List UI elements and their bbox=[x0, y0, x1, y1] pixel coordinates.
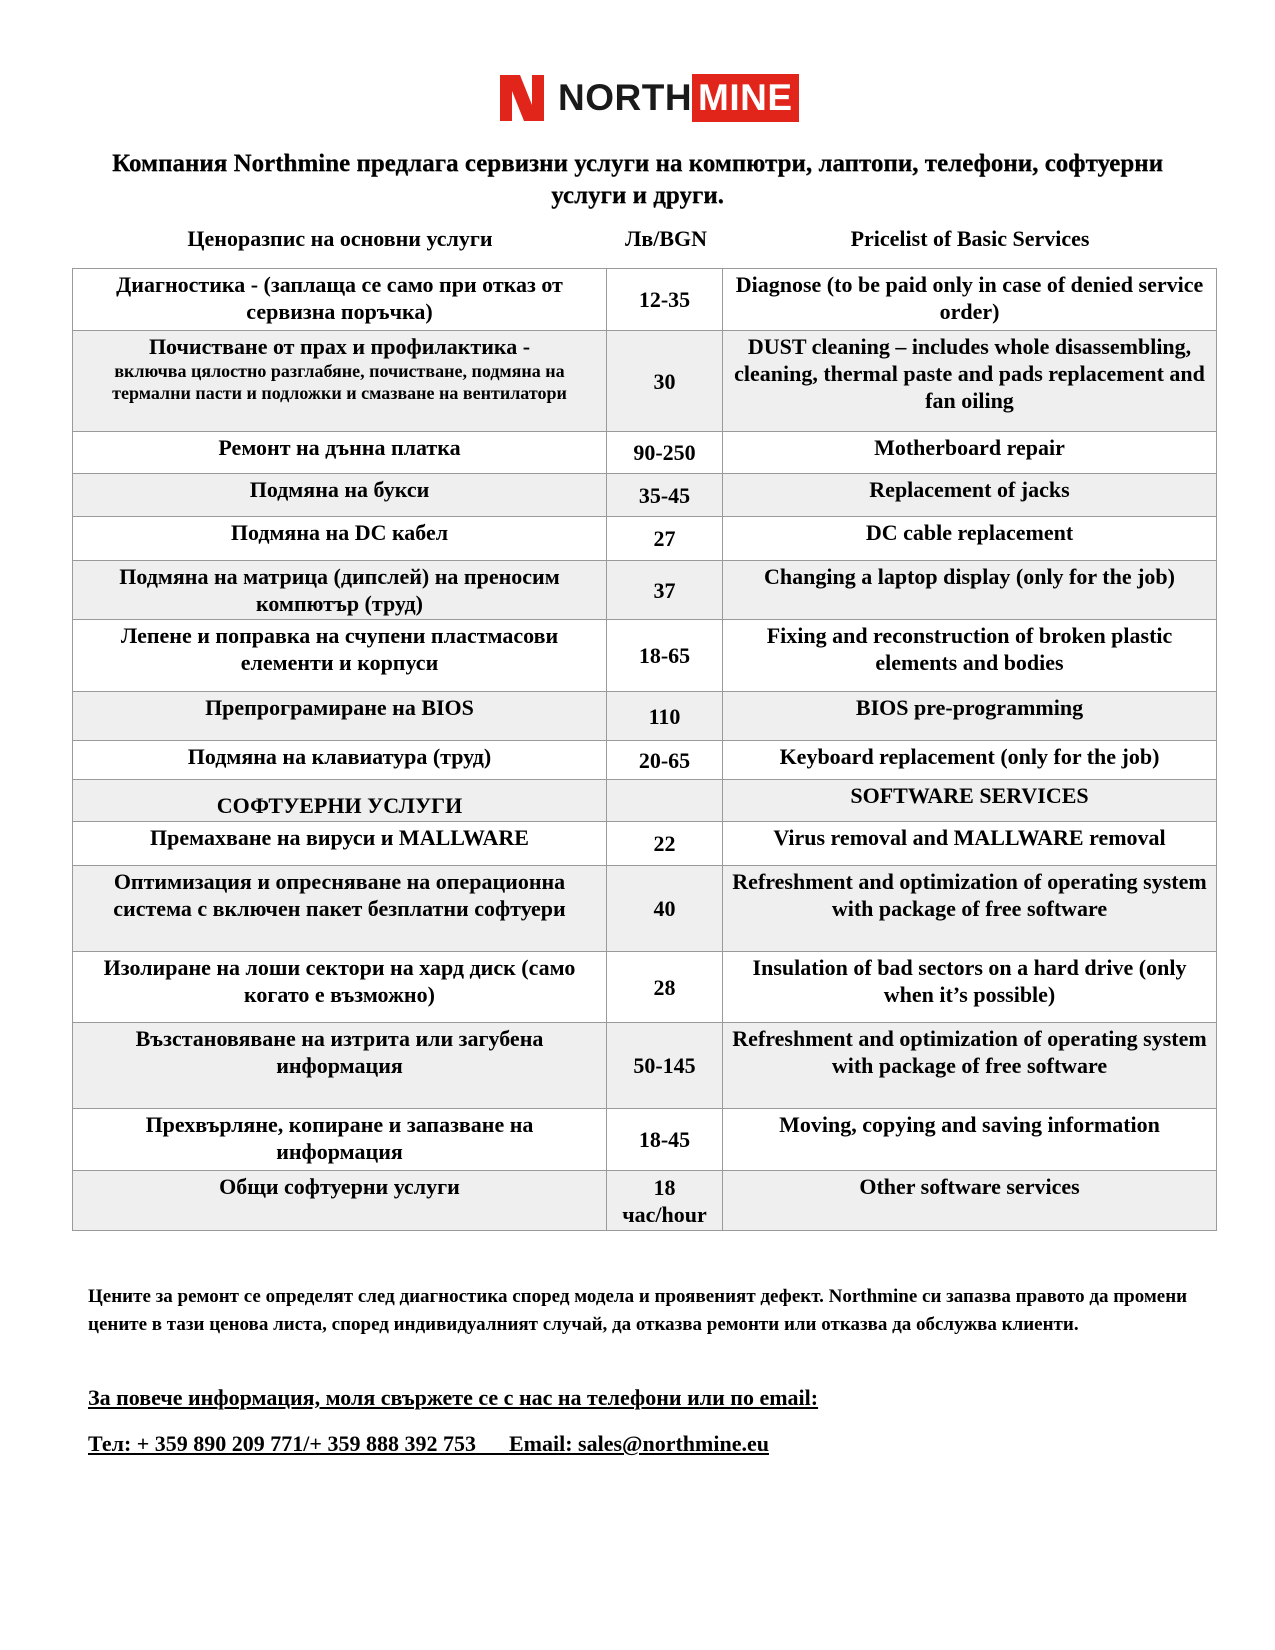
contact-intro: За повече информация, моля свържете се с нас на телефони или по email: bbox=[88, 1385, 819, 1410]
service-price: 28 bbox=[607, 952, 723, 1023]
logo-north-text: NORTH bbox=[558, 77, 693, 118]
service-bg: Подмяна на DC кабел bbox=[73, 517, 607, 561]
table-row bbox=[73, 1109, 1217, 1171]
service-price bbox=[607, 780, 723, 822]
service-price: 22 bbox=[607, 822, 723, 866]
service-en: Insulation of bad sectors on a hard drive (only when it’s possible) bbox=[723, 952, 1217, 1023]
table-row bbox=[73, 952, 1217, 1023]
table-row bbox=[73, 1171, 1217, 1231]
service-bg-detail: включва цялостно разглабяне, почистване, подмяна на термални пасти и подложки и смазване на вентилатори bbox=[112, 361, 567, 403]
service-bg: Подмяна на матрица (дипслей) на преносим компютър (труд) bbox=[73, 561, 607, 620]
service-en: DC cable replacement bbox=[723, 517, 1217, 561]
table-row bbox=[73, 561, 1217, 620]
service-price: 18-45 bbox=[607, 1109, 723, 1171]
contact-email[interactable]: Email: sales@northmine.eu bbox=[508, 1431, 769, 1456]
service-price: 12-35 bbox=[607, 269, 723, 331]
contact-details bbox=[88, 1431, 769, 1457]
northmine-logo-mark-icon bbox=[500, 75, 544, 121]
table-row bbox=[73, 269, 1217, 331]
service-price: 40 bbox=[607, 866, 723, 952]
service-price: 18-65 bbox=[607, 620, 723, 692]
service-en: Virus removal and MALLWARE removal bbox=[723, 822, 1217, 866]
service-price: 18 час/hour bbox=[607, 1171, 723, 1231]
service-price: 37 bbox=[607, 561, 723, 620]
service-en: Replacement of jacks bbox=[723, 474, 1217, 517]
service-bg: Ремонт на дънна платка bbox=[73, 432, 607, 474]
table-row-section-header bbox=[73, 780, 1217, 822]
service-price: 35-45 bbox=[607, 474, 723, 517]
service-en: Diagnose (to be paid only in case of denied service order) bbox=[723, 269, 1217, 331]
service-en: Keyboard replacement (only for the job) bbox=[723, 741, 1217, 780]
service-bg: Изолиране на лоши сектори на хард диск (само когато е възможно) bbox=[73, 952, 607, 1023]
section-header-en: SOFTWARE SERVICES bbox=[723, 780, 1217, 822]
service-bg: Премахване на вируси и MALLWARE bbox=[73, 822, 607, 866]
service-en: Motherboard repair bbox=[723, 432, 1217, 474]
column-header-price: Лв/BGN bbox=[624, 226, 708, 251]
service-bg bbox=[73, 331, 607, 432]
table-row bbox=[73, 741, 1217, 780]
service-price: 110 bbox=[607, 692, 723, 741]
logo-mine-text: MINE bbox=[694, 76, 797, 120]
table-row bbox=[73, 620, 1217, 692]
service-price: 27 bbox=[607, 517, 723, 561]
northmine-logo bbox=[500, 74, 805, 122]
service-bg: Оптимизация и опресняване на операционна система с включен пакет безплатни софтуери bbox=[73, 866, 607, 952]
service-bg: Прехвърляне, копиране и запазване на информация bbox=[73, 1109, 607, 1171]
service-bg: Подмяна на клавиатура (труд) bbox=[73, 741, 607, 780]
service-bg: Диагностика - (заплаща се само при отказ от сервизна поръчка) bbox=[73, 269, 607, 331]
disclaimer-note: Цените за ремонт се определят след диагностика според модела и проявеният дефект. Northmine си запазва правото да промени цените в тази ценова листа, според индивидуалният случай, да отказва ремонти или отказва да обслужва клиенти. bbox=[88, 1286, 1188, 1335]
table-row bbox=[73, 331, 1217, 432]
service-price: 50-145 bbox=[607, 1023, 723, 1109]
table-row bbox=[73, 1023, 1217, 1109]
page-headline: Компания Northmine предлага сервизни услуги на компютри, лаптопи, телефони, софтуерни услуги и други. bbox=[112, 150, 1163, 209]
service-bg: Възстановяване на изтрита или загубена информация bbox=[73, 1023, 607, 1109]
column-header-en: Pricelist of Basic Services bbox=[850, 226, 1090, 251]
service-bg-main: Почистване от прах и профилактика - bbox=[148, 334, 531, 359]
service-en: Other software services bbox=[723, 1171, 1217, 1231]
service-en: Moving, copying and saving information bbox=[723, 1109, 1217, 1171]
service-price: 90-250 bbox=[607, 432, 723, 474]
table-row bbox=[73, 866, 1217, 952]
section-header-bg: СОФТУЕРНИ УСЛУГИ bbox=[73, 780, 607, 822]
table-row bbox=[73, 517, 1217, 561]
column-header-bg: Ценоразпис на основни услуги bbox=[187, 226, 493, 251]
service-en: BIOS pre-programming bbox=[723, 692, 1217, 741]
price-table bbox=[72, 268, 1217, 1231]
table-row bbox=[73, 822, 1217, 866]
service-en: DUST cleaning – includes whole disassembling, cleaning, thermal paste and pads replacement and fan oiling bbox=[723, 331, 1217, 432]
service-bg: Общи софтуерни услуги bbox=[73, 1171, 607, 1231]
contact-phones: Тел: + 359 890 209 771/+ 359 888 392 753 bbox=[88, 1431, 476, 1456]
service-en: Refreshment and optimization of operating system with package of free software bbox=[723, 866, 1217, 952]
table-row bbox=[73, 432, 1217, 474]
service-en: Changing a laptop display (only for the job) bbox=[723, 561, 1217, 620]
service-price: 20-65 bbox=[607, 741, 723, 780]
logo-wordmark bbox=[558, 76, 797, 120]
service-bg: Лепене и поправка на счупени пластмасови елементи и корпуси bbox=[73, 620, 607, 692]
service-price: 30 bbox=[607, 331, 723, 432]
table-row bbox=[73, 692, 1217, 741]
service-bg: Препрограмиране на BIOS bbox=[73, 692, 607, 741]
service-en: Refreshment and optimization of operating system with package of free software bbox=[723, 1023, 1217, 1109]
table-row bbox=[73, 474, 1217, 517]
service-en: Fixing and reconstruction of broken plastic elements and bodies bbox=[723, 620, 1217, 692]
service-bg: Подмяна на букси bbox=[73, 474, 607, 517]
